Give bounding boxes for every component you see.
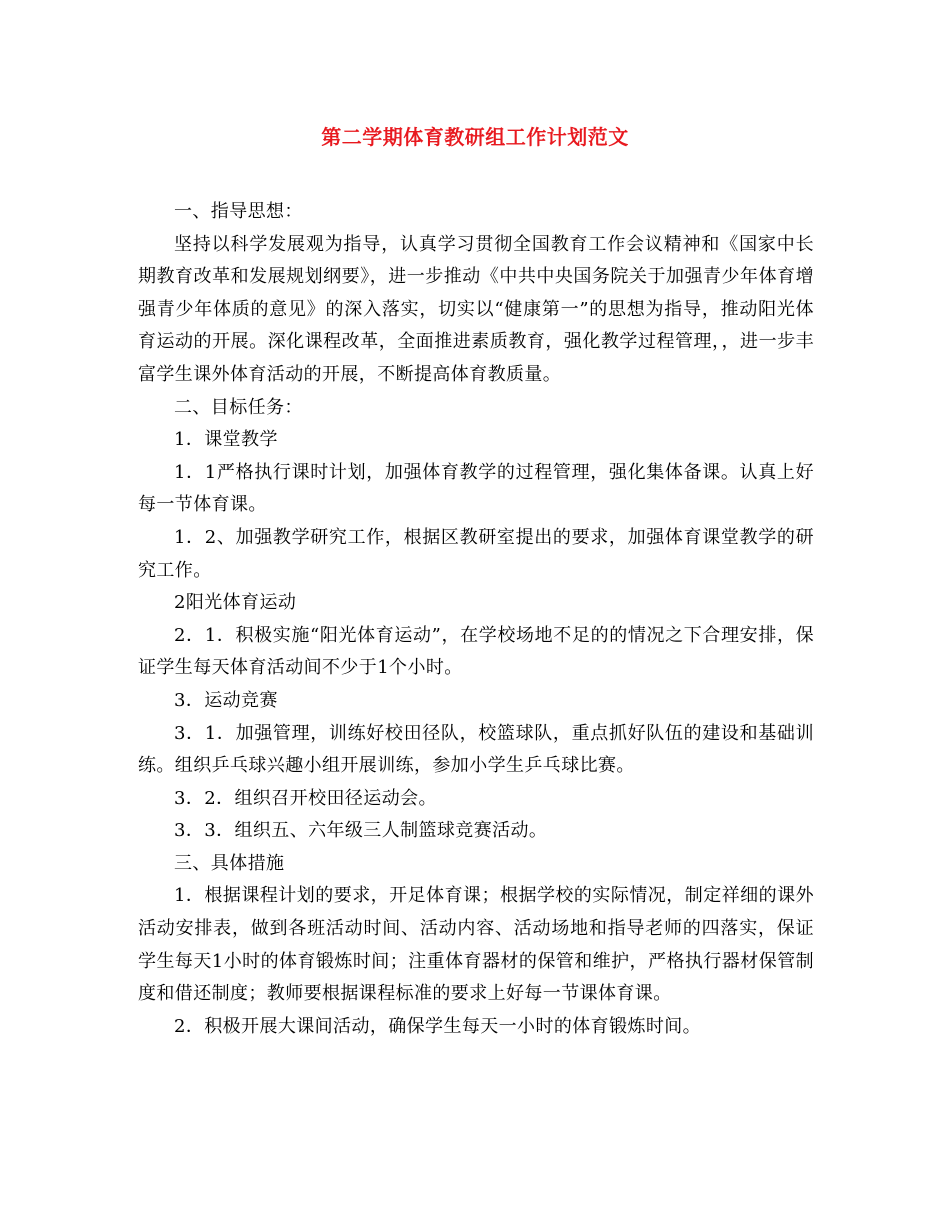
- paragraph-1-1: 1．1严格执行课时计划，加强体育教学的过程管理，强化集体备课。认真上好每一节体育课。: [138, 461, 814, 516]
- subheading-competitions: 3．运动竞赛: [174, 689, 278, 711]
- section-heading-goals: 二、目标任务：: [174, 396, 303, 418]
- paragraph-measure-2: 2．积极开展大课间活动，确保学生每天一小时的体育锻炼时间。: [174, 1015, 702, 1037]
- paragraph-1-2: 1．2、加强教学研究工作，根据区教研室提出的要求，加强体育课堂教学的研究工作。: [138, 526, 814, 581]
- paragraph-3-2: 3．2．组织召开校田径运动会。: [174, 787, 437, 809]
- paragraph-measure-1: 1．根据课程计划的要求，开足体育课；根据学校的实际情况，制定祥细的课外活动安排表，做到各班活动时间、活动内容、活动场地和指导老师的四落实，保证学生每天1小时的体育锻炼时间；注重体育器材的保管和维护，严格执行器材保管制度和借还制度；教师要根据课程标准的要求上好每一节课体育课。: [138, 885, 814, 1005]
- section-heading-guiding-ideology: 一、指导思想：: [174, 201, 303, 222]
- document-body: [138, 196, 814, 1043]
- section-heading-measures: 三、具体措施: [174, 852, 285, 874]
- subheading-classroom-teaching: 1．课堂教学: [174, 429, 278, 451]
- document-title: 第二学期体育教研组工作计划范文: [321, 125, 629, 149]
- paragraph-3-1: 3．1．加强管理，训练好校田径队，校篮球队，重点抓好队伍的建设和基础训练。组织乒乓球兴趣小组开展训练，参加小学生乒乓球比赛。: [138, 722, 814, 777]
- paragraph-2-1: 2．1．积极实施“阳光体育运动”，在学校场地不足的的情况之下合理安排，保证学生每天体育活动间不少于1个小时。: [138, 624, 814, 679]
- paragraph-guiding-ideology: 坚持以科学发展观为指导，认真学习贯彻全国教育工作会议精神和《国家中长期教育改革和发展规划纲要》，进一步推动《中共中央国务院关于加强青少年体育增强青少年体质的意见》的深入落实，切实以“健康第一”的思想为指导，推动阳光体育运动的开展。深化课程改革，全面推进素质教育，强化教学过程管理，，进一步丰富学生课外体育活动的开展，不断提高体育教质量。: [138, 233, 814, 385]
- paragraph-3-3: 3．3．组织五、六年级三人制篮球竞赛活动。: [174, 820, 548, 842]
- subheading-sunshine-sports: 2阳光体育运动: [174, 592, 297, 614]
